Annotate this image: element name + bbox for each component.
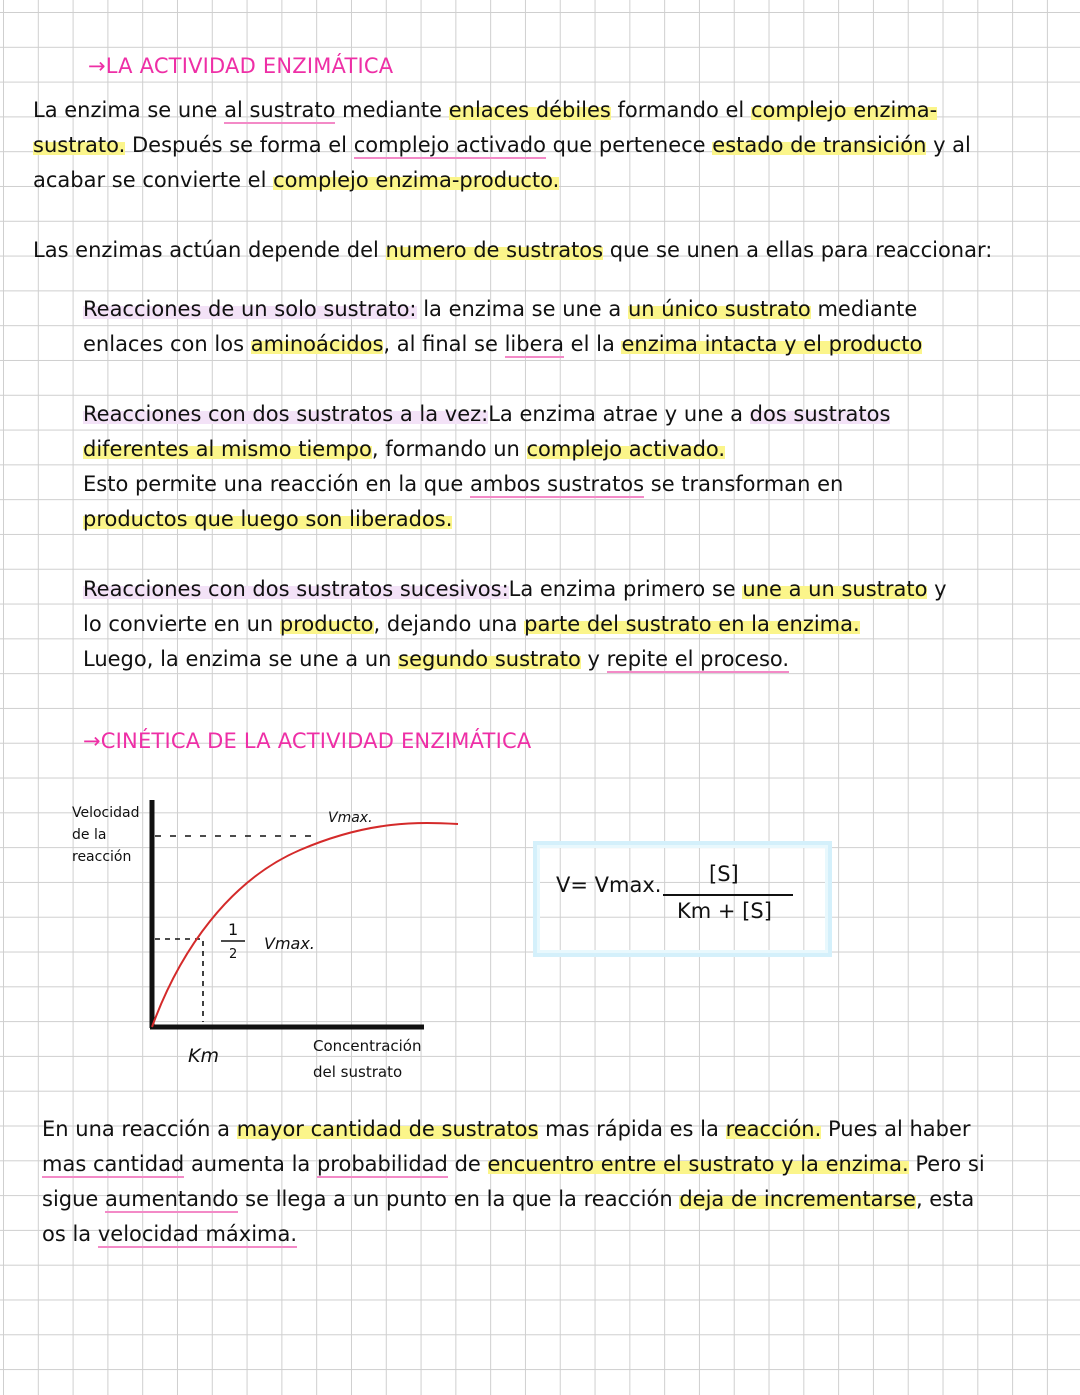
highlighted-text: aumentando xyxy=(105,1187,239,1211)
highlighted-text: dos sustratos xyxy=(749,402,891,426)
text-run: y xyxy=(927,577,947,601)
text-run: mediante xyxy=(335,98,449,122)
highlighted-text: complejo activado. xyxy=(526,437,726,461)
highlighted-text: sustrato. xyxy=(33,133,126,157)
text-run: la enzima se une a xyxy=(416,297,628,321)
text-run: Esto permite una reacción en la que xyxy=(83,472,471,496)
section-heading-actividad: →LA ACTIVIDAD ENZIMÁTICA xyxy=(88,54,394,78)
text-run: Después se forma el xyxy=(125,133,354,157)
text-run: sigue xyxy=(42,1187,106,1211)
text-run: , al final se xyxy=(383,332,505,356)
highlighted-text: probabilidad xyxy=(316,1152,448,1176)
highlighted-text: al sustrato xyxy=(224,98,336,122)
vmax-label: Vmax. xyxy=(328,810,373,826)
highlighted-text: encuentro entre el sustrato y la enzima. xyxy=(487,1152,909,1176)
highlighted-text: Reacciones de un solo sustrato: xyxy=(83,297,417,321)
highlighted-text: mayor cantidad de sustratos xyxy=(236,1117,539,1141)
y-axis-label-line: de la xyxy=(72,827,107,843)
text-run: aumenta la xyxy=(184,1152,317,1176)
half-vmax-label: Vmax. xyxy=(264,934,315,953)
text-run: y xyxy=(580,647,607,671)
highlighted-text: estado de transición xyxy=(712,133,927,157)
text-run: Luego, la enzima se une a un xyxy=(83,647,399,671)
x-axis-label-line: Concentración xyxy=(313,1037,422,1055)
x-axis-label-line: del sustrato xyxy=(313,1063,403,1081)
text-run: se transforman en xyxy=(644,472,844,496)
highlighted-text: diferentes al mismo tiempo xyxy=(83,437,372,461)
text-run: se llega a un punto en la que la reacción xyxy=(238,1187,680,1211)
highlighted-text: repite el proceso. xyxy=(606,647,790,671)
text-run: La enzima se une xyxy=(33,98,225,122)
text-run: y al xyxy=(926,133,971,157)
text-run: , dejando una xyxy=(373,612,525,636)
highlighted-text: Reacciones con dos sustratos a la vez: xyxy=(83,402,489,426)
highlighted-text: Reacciones con dos sustratos sucesivos: xyxy=(83,577,509,601)
text-run: La enzima atrae y une a xyxy=(488,402,750,426)
half-fraction-denominator: 2 xyxy=(229,947,238,962)
highlighted-text: enlaces débiles xyxy=(448,98,611,122)
highlighted-text: producto xyxy=(279,612,374,636)
highlighted-text: enzima intacta y el producto xyxy=(621,332,923,356)
text-run: formando el xyxy=(610,98,751,122)
highlighted-text: parte del sustrato en la enzima. xyxy=(524,612,860,636)
highlighted-text: reacción. xyxy=(725,1117,822,1141)
paragraph-dos-sustratos-sucesivos xyxy=(83,572,947,677)
text-run: acabar se convierte el xyxy=(33,168,274,192)
highlighted-text: segundo sustrato xyxy=(398,647,581,671)
half-fraction-numerator: 1 xyxy=(228,920,239,939)
highlighted-text: ambos sustratos xyxy=(470,472,645,496)
paragraph-un-sustrato xyxy=(83,292,922,362)
highlighted-text: un único sustrato xyxy=(627,297,811,321)
text-run: os la xyxy=(42,1222,98,1246)
text-run: enlaces con los xyxy=(83,332,251,356)
highlighted-text: complejo enzima- xyxy=(750,98,938,122)
text-run: mediante xyxy=(810,297,918,321)
text-run: de xyxy=(447,1152,488,1176)
highlighted-text: complejo enzima-producto. xyxy=(273,168,560,192)
highlighted-text: une a un sustrato xyxy=(742,577,928,601)
highlighted-text: aminoácidos xyxy=(250,332,384,356)
x-axis-label xyxy=(313,1033,421,1085)
paragraph-numero-sustratos xyxy=(33,233,992,268)
text-run: Las enzimas actúan depende del xyxy=(33,238,386,262)
paragraph-dos-sustratos-vez xyxy=(83,397,890,537)
paragraph-complejo xyxy=(33,93,971,198)
highlighted-text: complejo activado xyxy=(353,133,546,157)
highlighted-text: productos que luego son liberados. xyxy=(83,507,453,531)
paragraph-velocidad-maxima xyxy=(42,1112,985,1252)
formula-left: V= Vmax. xyxy=(556,873,662,897)
y-axis-label xyxy=(72,802,140,868)
saturation-curve xyxy=(152,823,458,1027)
highlighted-text: libera xyxy=(504,332,564,356)
highlighted-text: mas cantidad xyxy=(42,1152,185,1176)
text-run: Pues al haber xyxy=(821,1117,971,1141)
y-axis-label-line: Velocidad xyxy=(72,805,140,821)
text-run: Pero si xyxy=(908,1152,985,1176)
text-run: lo convierte en un xyxy=(83,612,280,636)
text-run: que se unen a ellas para reaccionar: xyxy=(603,238,993,262)
text-run: mas rápida es la xyxy=(538,1117,726,1141)
y-axis-label-line: reacción xyxy=(72,849,132,865)
highlighted-text: numero de sustratos xyxy=(385,238,604,262)
text-run: , esta xyxy=(915,1187,975,1211)
formula-fraction-bar xyxy=(663,894,793,896)
highlighted-text: deja de incrementarse xyxy=(679,1187,916,1211)
formula-numerator: [S] xyxy=(709,862,739,886)
text-run: el la xyxy=(564,332,622,356)
text-run: En una reacción a xyxy=(42,1117,237,1141)
text-run: La enzima primero se xyxy=(508,577,743,601)
formula-denominator: Km + [S] xyxy=(677,899,772,923)
text-run: , formando un xyxy=(371,437,527,461)
highlighted-text: velocidad máxima. xyxy=(97,1222,298,1246)
km-label: Km xyxy=(188,1045,219,1067)
section-heading-cinetica: →CINÉTICA DE LA ACTIVIDAD ENZIMÁTICA xyxy=(83,729,532,753)
text-run: que pertenece xyxy=(545,133,713,157)
